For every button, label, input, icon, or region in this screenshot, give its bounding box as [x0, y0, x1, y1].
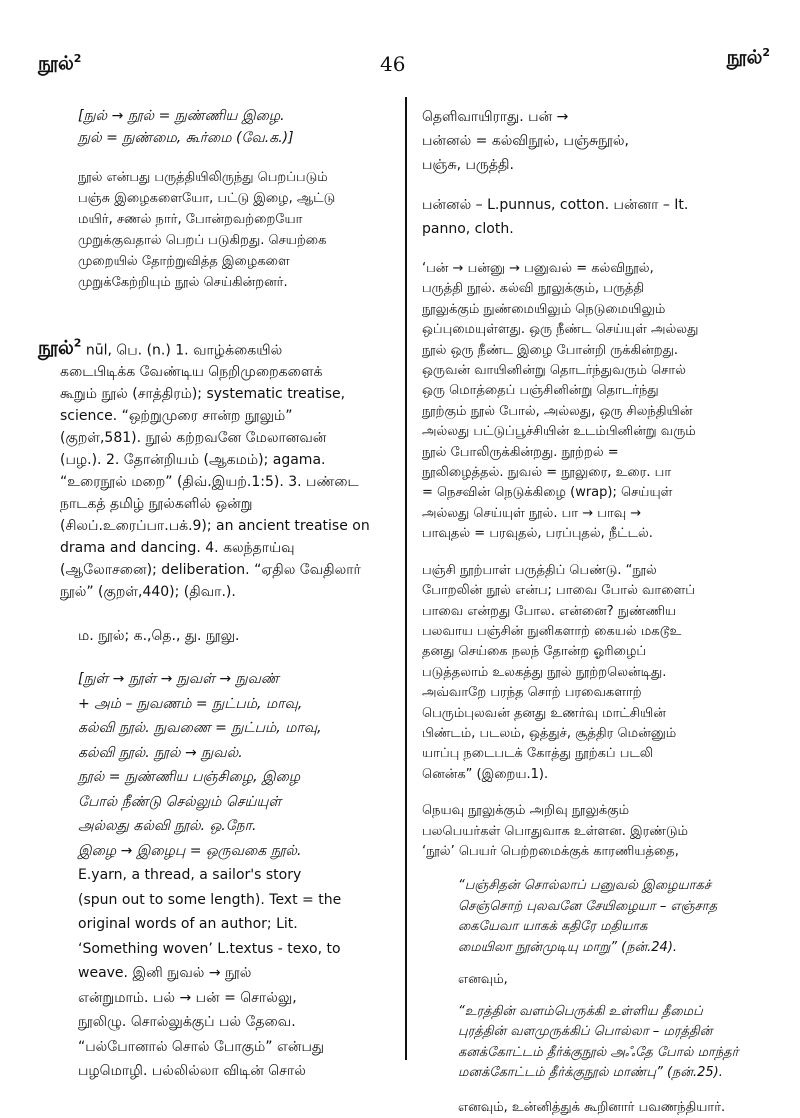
text-line: முறுக்கேற்றியும் நூல் செய்கின்றனர்.	[78, 275, 288, 290]
left-column	[38, 105, 390, 1084]
text-line: போறலின் நூல் என்ப; பாவை போல் வாளைப்	[422, 583, 695, 599]
text-line: இழை → இழைபு = ஒருவகை நூல்.	[78, 842, 302, 859]
text-line: கையேவா யாகக் கதிரே மதியாக	[458, 919, 648, 935]
text-line: பாவை என்றது போல. என்னை? நுண்ணிய	[422, 603, 677, 619]
text-line: (spun out to some length). Text = the	[78, 891, 342, 908]
continuation-text	[422, 105, 774, 177]
etymology-note-2	[38, 667, 390, 1084]
commentary-paragraph	[422, 561, 774, 785]
text-line: நூலிழு. சொல்லுக்குப் பல் தேவை.	[78, 1014, 296, 1031]
text-line: கடைபிடிக்க வேண்டிய நெறிமுறைகளைக்	[60, 364, 323, 381]
text-line: panno, cloth.	[422, 221, 514, 237]
text-line: னென்க” (இறைய.1).	[422, 766, 549, 782]
connector-text: எனவும்,	[458, 972, 508, 987]
text-line: ‘பன் → பன்னு → பனுவல் = கல்விநூல்,	[422, 261, 654, 276]
text-line: தனது செய்கை நலந் தோன்ற ஓரிழைப்	[422, 644, 647, 660]
dictionary-entry	[38, 333, 390, 603]
right-column	[422, 105, 774, 1118]
text-line: “பல்போனால் சொல் போகும்” என்பது	[78, 1038, 325, 1055]
text-line: பஞ்சு இழைகளையோ, பட்டு இழை, ஆட்டு	[78, 191, 336, 206]
etymology-paragraph	[422, 259, 774, 545]
text-line: “உரத்தின் வளம்பெருக்கி உள்ளிய தீமைப்	[458, 1004, 703, 1019]
left-running-headword: நூல்$^2$	[38, 52, 82, 75]
text-line: பழமொழி. பல்லில்லா விடின் சொல்	[78, 1063, 306, 1080]
right-running-headword: நூல்$^2$	[726, 46, 770, 69]
text-line: செஞ்சொற் புலவனே சேயிழையா – எஞ்சாத	[458, 898, 718, 914]
text-line: தெளிவாயிராது. பன் →	[422, 109, 569, 125]
text-line: நுல் = நுண்மை, கூர்மை (வே.க.)]	[78, 130, 294, 146]
etymology-note-1	[38, 105, 390, 149]
text-line: நூல் என்பது பருத்தியிலிருந்து பெறப்படும்	[78, 170, 328, 185]
text-line: புரத்தின் வளமுருக்கிப் பொல்லா – மரத்தின்	[458, 1024, 713, 1040]
text-line: முறையில் தோற்றுவித்த இழைகளை	[78, 254, 290, 269]
text-line: அல்லது கல்வி நூல். ஒ.நோ.	[78, 818, 257, 835]
text-line: போல் நீண்டு செல்லும் செய்யுள்	[78, 793, 282, 810]
text-line: முறுக்குவதால் பெறப் படுகிறது. செயற்கை	[78, 233, 327, 248]
entry-headword: நூல்$^2$	[38, 337, 82, 360]
text-line: E.yarn, a thread, a sailor's story	[78, 867, 302, 884]
text-line: “பஞ்சிதன் சொல்லாப் பனுவல் இழையாகச்	[458, 878, 712, 894]
text-line: “உரைநூல் மறை” (திவ்.இயற்.1:5). 3. பண்டை	[60, 474, 359, 491]
text-line: பலவாய பஞ்சின் நுனிகளாற் கையல் மகடூஉ	[422, 623, 682, 639]
text-line: அவ்வாறே பரந்த சொற் பரவைகளாற்	[422, 685, 642, 701]
text-line: அல்லது செய்யுள் நூல். பா → பாவு →	[422, 505, 642, 521]
text-line: யாப்பு நடைபடக் கோத்து நூற்கப் படலி	[422, 746, 653, 762]
text-line: [நுல் → நூல் = நுண்ணிய இழை.	[78, 108, 285, 124]
entry-definition-start: nūl, பெ. (n.) 1. வாழ்க்கையில்	[85, 342, 283, 359]
text-line: ஒருவன் வாயினின்று தொடர்ந்துவரும் சொல்	[422, 363, 686, 379]
text-line: = நெசவின் நெடுக்கிழை (wrap); செய்யுள்	[422, 485, 673, 501]
text-line: (சிலப்.உரைப்பா.பக்.9); an ancient treatise on	[60, 518, 370, 535]
text-line: [நுள் → நூள் → நுவள் → நுவண்	[78, 671, 279, 688]
text-line: நூல் போலிருக்கின்றது. நூற்றல் =	[422, 444, 619, 460]
text-line: ‘நூல்’ பெயர் பெற்றமைக்குக் காரணியத்தை,	[422, 843, 679, 859]
text-line: original words of an author; Lit.	[78, 916, 298, 933]
text-line: (குறள்,581). நூல் கற்றவனே மேலானவன்	[60, 430, 327, 447]
text-line: என்றுமாம். பல் → பன் = சொல்லு,	[78, 989, 297, 1006]
text-line: அல்லது பட்டுப்பூச்சியின் உடம்பினின்று வரும்	[422, 424, 696, 440]
latin-cognates	[422, 193, 774, 241]
text-line: ‘Something woven’ L.textus - texo, to	[78, 940, 341, 957]
text-line: ஒப்புமையுள்ளது. ஒரு நீண்ட செய்யுள் அல்லது	[422, 322, 699, 338]
text-line: ஒரு மொத்தைப் பஞ்சினின்று தொடர்ந்து	[422, 383, 659, 399]
text-line: நூற்கும் நூல் போல், அல்லது, ஒரு சிலந்தியின்	[422, 403, 693, 419]
text-line: நூலுக்கும் நுண்மையிலும் நெடுமையிலும்	[422, 301, 666, 317]
text-line: கனக்கோட்டம் தீர்க்குநூல் அஃதே போல் மாந்தர்	[458, 1044, 739, 1060]
text-line: weave. இனி நுவல் → நூல்	[78, 965, 252, 982]
text-line: பலபெயர்கள் பொதுவாக உள்ளன. இரண்டும்	[422, 823, 689, 839]
closing-line: எனவும், உன்னித்துக் கூறினார் பவணந்தியார்.	[458, 1099, 726, 1115]
verse-quote-1	[422, 876, 774, 958]
text-line: கூறும் நூல் (சாத்திரம்); systematic treatise,	[60, 386, 346, 403]
text-line: பிண்டம், படலம், ஒத்துச், சூத்திர மென்னும்	[422, 725, 677, 741]
description-paragraph	[38, 167, 390, 293]
text-line: science. “ஒற்றுமுரை சான்ற நூலும்”	[60, 408, 293, 425]
text-line: நூல் = நுண்ணிய பஞ்சிழை, இழை	[78, 769, 301, 786]
text-line: பஞ்சி நூற்பாள் பருத்திப் பெண்டு. “நூல்	[422, 562, 657, 578]
text-line: drama and dancing. 4. கலந்தாய்வு	[60, 540, 295, 557]
comparison-paragraph	[422, 801, 774, 862]
text-line: பன்னல் – L.punnus, cotton. பன்னா – It.	[422, 197, 689, 213]
text-line: கல்வி நூல். நுவணை = நுட்பம், மாவு,	[78, 720, 322, 737]
text-line	[38, 333, 390, 361]
text-line: நூலிழைத்தல். நுவல் = நூலுரை, உரை. பா	[422, 465, 672, 481]
text-line: பெரும்புலவன் தனது உணர்வு மாட்சியின்	[422, 705, 666, 721]
text-line: பாவுதல் = பரவுதல், பரப்புதல், நீட்டல்.	[422, 526, 653, 542]
text-line: நெயவு நூலுக்கும் அறிவு நூலுக்கும்	[422, 803, 630, 819]
text-line: நூல்” (குறள்,440); (திவா.).	[60, 584, 236, 601]
text-line: பஞ்சு, பருத்தி.	[422, 157, 514, 173]
page-number: 46	[380, 52, 406, 76]
text-line: (பழ.). 2. தோன்றியம் (ஆகமம்); agama.	[60, 452, 326, 469]
column-divider	[405, 97, 407, 1060]
text-line: கல்வி நூல். நூல் → நுவல்.	[78, 744, 243, 761]
cognates-line: ம. நூல்; க.,தெ., து. நூலு.	[78, 628, 240, 645]
text-line: மனக்கோட்டம் தீர்க்குநூல் மாண்பு” (நன்.25).	[458, 1065, 723, 1081]
page-header	[0, 0, 800, 92]
text-line: நாடகத் தமிழ் நூல்களில் ஒன்று	[60, 496, 253, 513]
text-line: படுத்தலாம் உலகத்து நூல் நூற்றலென்டிது.	[422, 664, 667, 680]
verse-quote-2	[422, 1002, 774, 1084]
text-line: நூல் ஒரு நீண்ட இழை போன்றி ருக்கின்றது.	[422, 342, 679, 358]
text-line: பருத்தி நூல். கல்வி நூலுக்கும், பருத்தி	[422, 281, 645, 297]
text-line: மயிர், சணல் நார், போன்றவற்றையோ	[78, 212, 303, 227]
text-line: பன்னல் = கல்விநூல், பஞ்சுநூல்,	[422, 133, 629, 149]
text-line: + அம் – நுவணம் = நுட்பம், மாவு,	[78, 695, 303, 712]
text-line: மையிலா நூன்முடியு மாறு” (நன்.24).	[458, 939, 678, 955]
text-line: (ஆலோசனை); deliberation. “ஏதில வேதிலார்	[60, 562, 361, 579]
